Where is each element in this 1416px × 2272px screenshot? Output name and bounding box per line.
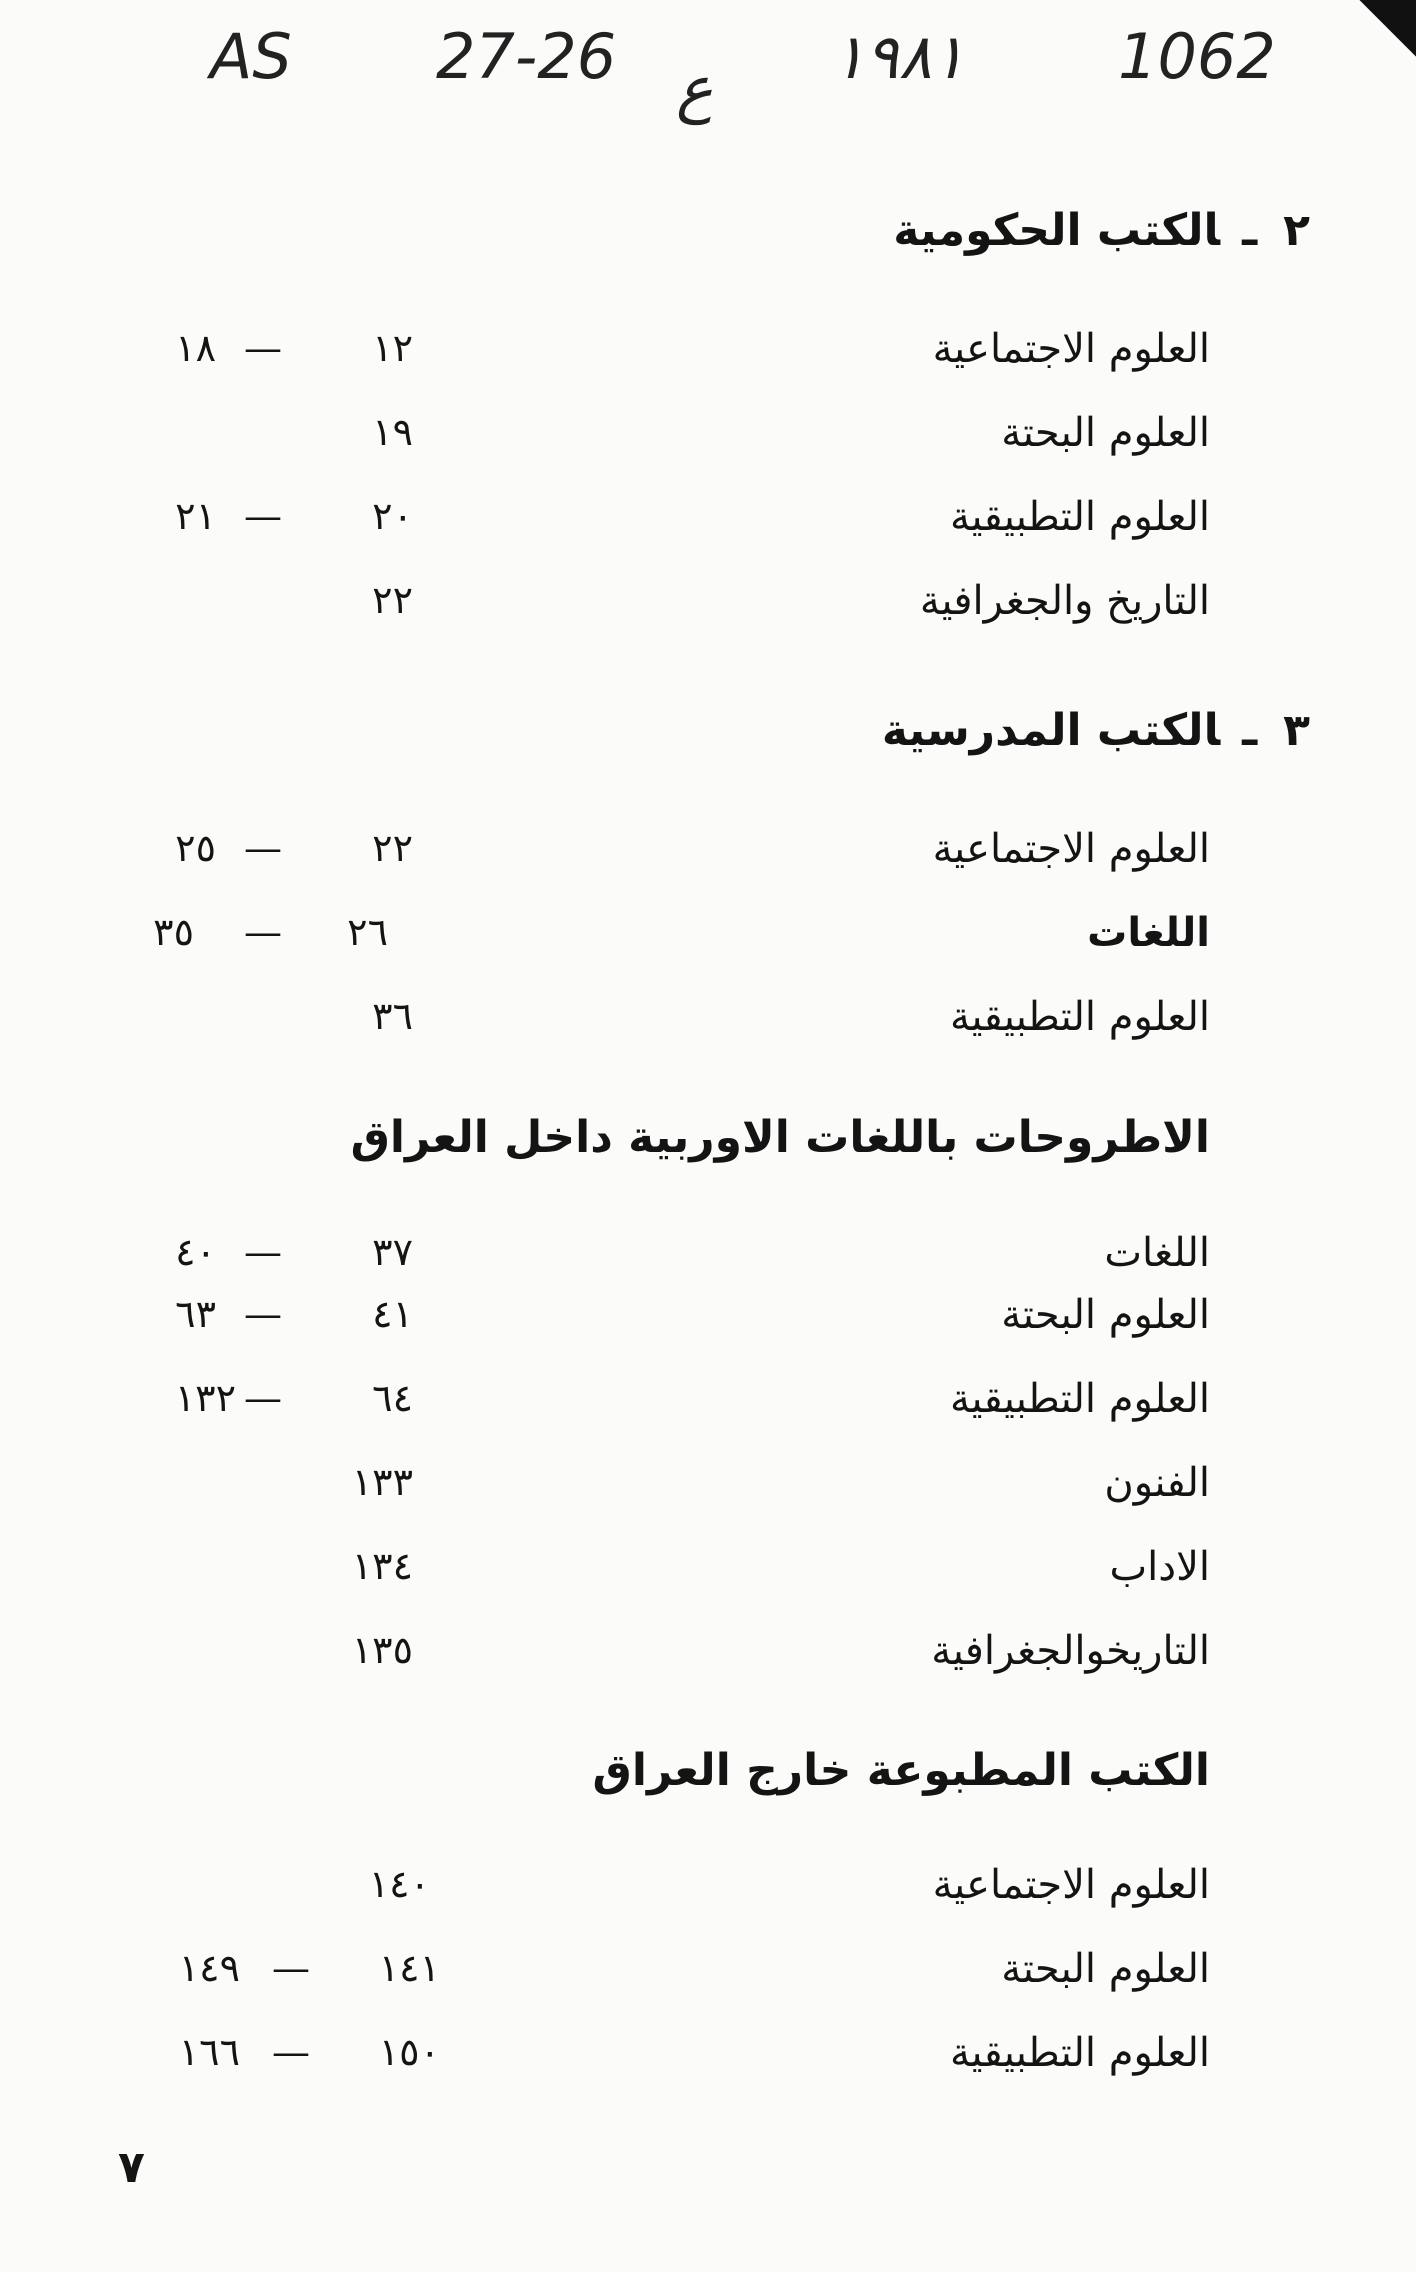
page-end: ٤٠ — [175, 1230, 216, 1274]
subject-label: العلوم التطبيقية — [949, 994, 1210, 1040]
index-row — [0, 826, 1416, 896]
subject-label: التاريخوالجغرافية — [931, 1628, 1210, 1674]
index-row — [0, 578, 1416, 648]
index-row — [0, 1230, 1416, 1300]
page-start: ٤١ — [372, 1292, 413, 1336]
subject-label: الفنون — [1104, 1460, 1210, 1506]
range-dash: — — [244, 826, 282, 870]
subject-label: التاريخ والجغرافية — [919, 578, 1210, 624]
section-heading-school-books — [882, 705, 1310, 756]
section-title: الكتب المدرسية — [881, 705, 1221, 756]
page-end: ٢١ — [175, 494, 216, 538]
page-end: ٦٣ — [175, 1292, 216, 1336]
page-number: ٧ — [118, 2142, 145, 2193]
subject-label: العلوم الاجتماعية — [932, 326, 1210, 372]
handwritten-number: 1062 — [1118, 20, 1276, 93]
handwritten-code: AS — [210, 20, 292, 93]
range-dash: — — [244, 326, 282, 370]
page-end: ١٦٦ — [178, 2030, 240, 2074]
index-row — [0, 1862, 1416, 1932]
page-start: ١٥٠ — [378, 2030, 440, 2074]
page-start: ٣٦ — [372, 994, 413, 1038]
page-start: ١٩ — [372, 410, 413, 454]
index-row — [0, 994, 1416, 1064]
range-dash: — — [244, 494, 282, 538]
subject-label: الاداب — [1109, 1544, 1210, 1590]
section-title: الكتب المطبوعة خارج العراق — [592, 1745, 1210, 1796]
page-start: ١٣٤ — [351, 1544, 413, 1588]
page-start: ١٤٠ — [368, 1862, 430, 1906]
range-dash: — — [244, 1230, 282, 1274]
subject-label: العلوم البحتة — [1001, 1292, 1210, 1338]
subject-label: العلوم التطبيقية — [949, 2030, 1210, 2076]
page-end: ١٤٩ — [178, 1946, 240, 1990]
section-number: ٢ — [1283, 205, 1310, 256]
subject-label: العلوم الاجتماعية — [932, 826, 1210, 872]
handwritten-pages: 27-26 — [436, 20, 617, 93]
index-row — [0, 910, 1416, 980]
page-end: ٣٥ — [153, 910, 194, 954]
subject-label: العلوم البحتة — [1001, 1946, 1210, 1992]
range-dash: — — [244, 1292, 282, 1336]
subject-label: اللغات — [1087, 910, 1210, 956]
section-heading-theses — [351, 1112, 1210, 1163]
page-start: ٢٢ — [372, 826, 413, 870]
index-row — [0, 410, 1416, 480]
handwritten-letter: ع — [676, 52, 713, 125]
index-row — [0, 1460, 1416, 1530]
page-start: ١٣٥ — [351, 1628, 413, 1672]
page-start: ١٢ — [372, 326, 413, 370]
range-dash: — — [244, 910, 282, 954]
page-start: ٣٧ — [372, 1230, 413, 1274]
index-row — [0, 326, 1416, 396]
index-row — [0, 1292, 1416, 1362]
range-dash: — — [272, 2030, 310, 2074]
section-number: ٣ — [1283, 705, 1310, 756]
subject-label: العلوم التطبيقية — [949, 1376, 1210, 1422]
page-end: ١٨ — [175, 326, 216, 370]
subject-label: العلوم الاجتماعية — [932, 1862, 1210, 1908]
section-dash: ـ — [1242, 705, 1258, 756]
section-heading-printed-abroad — [593, 1745, 1210, 1796]
scan-corner-shadow — [1359, 0, 1416, 57]
index-row — [0, 1628, 1416, 1698]
index-row — [0, 1376, 1416, 1446]
range-dash: — — [244, 1376, 282, 1420]
page-start: ٢٠ — [372, 494, 413, 538]
page-start: ١٣٣ — [351, 1460, 413, 1504]
page-start: ٢٢ — [372, 578, 413, 622]
subject-label: اللغات — [1104, 1230, 1210, 1276]
index-row — [0, 2030, 1416, 2100]
subject-label: العلوم التطبيقية — [949, 494, 1210, 540]
section-title: الكتب الحكومية — [893, 205, 1221, 256]
page-start: ٢٦ — [347, 910, 388, 954]
section-title: الاطروحات باللغات الاوربية داخل العراق — [350, 1112, 1210, 1163]
index-row — [0, 494, 1416, 564]
page-start: ٦٤ — [372, 1376, 413, 1420]
subject-label: العلوم البحتة — [1001, 410, 1210, 456]
handwritten-year: ١٩٨١ — [832, 20, 966, 93]
page-end: ٢٥ — [175, 826, 216, 870]
range-dash: — — [272, 1946, 310, 1990]
index-row — [0, 1946, 1416, 2016]
section-heading-government-books — [893, 205, 1310, 256]
section-dash: ـ — [1242, 205, 1258, 256]
page-start: ١٤١ — [378, 1946, 440, 1990]
page-end: ١٣٢ — [174, 1376, 236, 1420]
index-row — [0, 1544, 1416, 1614]
